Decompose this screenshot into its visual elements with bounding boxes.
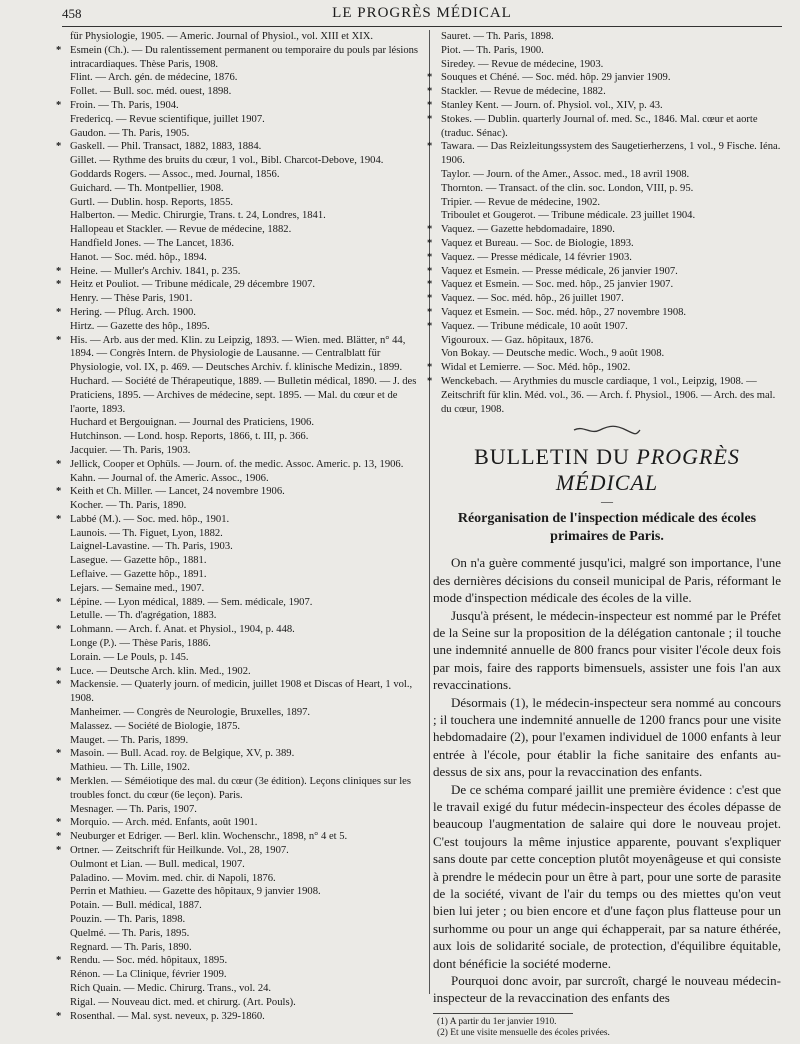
reference-text: Vaquez et Bureau. — Soc. de Biologie, 1893.: [441, 237, 634, 249]
reference-entry: [62, 472, 419, 486]
reference-entry: [427, 237, 781, 251]
reference-text: Jacquier. — Th. Paris, 1903.: [70, 444, 191, 456]
reference-text: Widal et Lemierre. — Soc. Méd. hôp., 1902.: [441, 362, 631, 374]
footnote-rule: [433, 1013, 573, 1014]
reference-entry: [56, 99, 419, 113]
reference-entry: [62, 803, 419, 817]
reference-entry: [62, 761, 419, 775]
reference-entry: [62, 968, 419, 982]
reference-entry: [62, 237, 419, 251]
reference-text: Esmein (Ch.). — Du ralentissement permanent ou temporaire du pouls par lésions intracardiaques. Thèse Paris, 1908.: [70, 44, 419, 70]
asterisk-marker: *: [56, 679, 62, 691]
reference-text: Vaquez et Esmein. — Presse médicale, 26 janvier 1907.: [441, 265, 678, 277]
reference-text: Siredey. — Revue de médecine, 1903.: [441, 58, 604, 70]
reference-entry: [433, 196, 781, 210]
reference-text: Longe (P.). — Thèse Paris, 1886.: [70, 638, 211, 650]
reference-entry: [56, 747, 419, 761]
reference-text: Malassez. — Société de Biologie, 1875.: [70, 720, 241, 732]
asterisk-marker: *: [56, 665, 62, 677]
reference-entry: [433, 334, 781, 348]
reference-text: Fredericq. — Revue scientifique, juillet 1907.: [70, 113, 265, 125]
reference-entry: [62, 71, 419, 85]
reference-text: Huchard. — Société de Thérapeutique, 1889. — Bulletin médical, 1890. — J. des Praticiens, 1895. — Archives de médecine, sept. 1895. — Mal. du cœur et de l'aorte, 1893.: [70, 375, 417, 415]
asterisk-marker: *: [56, 458, 62, 470]
asterisk-marker: *: [56, 624, 62, 636]
reference-entry: [56, 830, 419, 844]
reference-entry: [56, 844, 419, 858]
reference-text: Rigal. — Nouveau dict. med. et chirurg. (Art. Pouls).: [70, 996, 296, 1008]
reference-text: Stokes. — Dublin. quarterly Journal of. med. Sc., 1846. Mal. cœur et aorte (traduc. Sénac).: [441, 113, 758, 139]
reference-entry: [56, 623, 419, 637]
reference-text: Perrin et Mathieu. — Gazette des hôpitaux, 9 janvier 1908.: [70, 886, 321, 898]
reference-entry: [62, 720, 419, 734]
reference-text: Piot. — Th. Paris, 1900.: [441, 44, 544, 56]
reference-entry: [62, 927, 419, 941]
reference-text: Merklen. — Séméiotique des mal. du cœur (3e édition). Leçons cliniques sur les troubles fonct. du cœur (6e leçon). Paris.: [70, 776, 411, 801]
reference-entry: [62, 127, 419, 141]
asterisk-marker: *: [427, 265, 433, 277]
reference-entry: [427, 251, 781, 265]
reference-text: Labbé (M.). — Soc. med. hôp., 1901.: [70, 513, 230, 525]
reference-text: Luce. — Deutsche Arch. klin. Med., 1902.: [70, 665, 251, 677]
reference-text: Gaskell. — Phil. Transact, 1882, 1883, 1884.: [70, 141, 262, 153]
reference-text: Wenckebach. — Arythmies du muscle cardiaque, 1 vol., Leipzig, 1908. — Zeitschrift für klin. Méd. vol., 36. — Arch. f. Physiol., 1906. — Arch. des mal. du cœur, 1908.: [441, 375, 776, 415]
reference-text: Pouzin. — Th. Paris, 1898.: [70, 914, 186, 925]
reference-entry: [62, 182, 419, 196]
right-column: [427, 30, 781, 1039]
reference-text: Mathieu. — Th. Lille, 1902.: [70, 762, 190, 774]
reference-text: Mackensie. — Quaterly journ. of medicin, juillet 1908 et Discas of Heart, 1 vol., 1908.: [70, 679, 413, 705]
reference-entry: [62, 527, 419, 541]
reference-entry: [56, 678, 419, 706]
reference-entry: [62, 444, 419, 458]
reference-text: Vaquez. — Tribune médicale, 10 août 1907.: [441, 320, 628, 332]
reference-text: Vaquez et Esmein. — Soc. med. hôp., 25 janvier 1907.: [441, 279, 674, 291]
reference-text: Froin. — Th. Paris, 1904.: [70, 99, 179, 111]
reference-entry: [62, 209, 419, 223]
reference-entry: [433, 44, 781, 58]
asterisk-marker: *: [56, 776, 62, 788]
reference-entry: [56, 596, 419, 610]
reference-entry: [62, 554, 419, 568]
reference-entry: [427, 140, 781, 168]
reference-text: Quelmé. — Th. Paris, 1895.: [70, 927, 190, 939]
ornamental-divider: [433, 422, 781, 440]
reference-entry: [433, 30, 781, 44]
reference-text: Rich Quain. — Medic. Chirurg. Trans., vol. 24.: [70, 982, 272, 994]
reference-text: Goddards Rogers. — Assoc., med. Journal, 1856.: [70, 168, 280, 180]
reference-text: Manheimer. — Congrès de Neurologie, Bruxelles, 1897.: [70, 707, 311, 719]
reference-text: Lépine. — Lyon médical, 1889. — Sem. médicale, 1907.: [70, 596, 313, 608]
reference-entry: [433, 347, 781, 361]
reference-entry: [62, 913, 419, 927]
reference-entry: [62, 872, 419, 886]
reference-entry: [62, 651, 419, 665]
reference-entry: [433, 182, 781, 196]
article-body: [433, 554, 781, 1007]
reference-entry: [56, 278, 419, 292]
reference-entry: [56, 44, 419, 72]
reference-text: Lasegue. — Gazette hôp., 1881.: [70, 555, 207, 567]
title-dash: —: [601, 494, 613, 509]
reference-text: Potain. — Bull. médical, 1887.: [70, 900, 202, 912]
reference-entry: [62, 540, 419, 554]
reference-entry: [62, 941, 419, 955]
asterisk-marker: *: [427, 293, 433, 305]
reference-text: Huchard et Bergouignan. — Journal des Praticiens, 1906.: [70, 417, 314, 429]
reference-entry: [62, 251, 419, 265]
reference-entry: [62, 30, 419, 44]
asterisk-marker: *: [56, 141, 62, 153]
reference-text: Hutchinson. — Lond. hosp. Reports, 1866, t. III, p. 366.: [70, 431, 309, 443]
reference-text: Vaquez et Esmein. — Soc. méd. hôp., 27 novembre 1908.: [441, 306, 687, 318]
asterisk-marker: *: [427, 375, 433, 387]
reference-text: Hirtz. — Gazette des hôp., 1895.: [70, 320, 210, 332]
article-paragraph: Pourquoi donc avoir, par surcroît, chargé le nouveau médecin-inspecteur de la revaccination des enfants des: [433, 973, 781, 1006]
reference-text: Masoin. — Bull. Acad. roy. de Belgique, XV, p. 389.: [70, 748, 295, 760]
reference-entry: [427, 320, 781, 334]
reference-entry: [427, 306, 781, 320]
reference-text: Follet. — Bull. soc. méd. ouest, 1898.: [70, 86, 232, 98]
reference-text: Guichard. — Th. Montpellier, 1908.: [70, 182, 224, 194]
reference-text: Mesnager. — Th. Paris, 1907.: [70, 803, 197, 815]
reference-text: Oulmont et Lian. — Bull. medical, 1907.: [70, 858, 245, 870]
reference-entry: [62, 734, 419, 748]
reference-entry: [62, 223, 419, 237]
asterisk-marker: *: [427, 72, 433, 84]
reference-text: Gillet. — Rythme des bruits du cœur, 1 vol., Bibl. Charcot-Debove, 1904.: [70, 155, 384, 167]
reference-text: His. — Arb. aus der med. Klin. zu Leipzig, 1893. — Wien. med. Blätter, n° 44, 1894. — Congrès Intern. de Physiologie de Lausanne. — Centralblatt für Physiologie, vol. IX, p. 469. — Deutsches Archiv. f. klinische Medizin., 1899.: [70, 334, 406, 374]
reference-text: Tripier. — Revue de médecine, 1902.: [441, 196, 601, 208]
reference-entry: [62, 982, 419, 996]
asterisk-marker: *: [56, 955, 62, 967]
reference-entry: [62, 196, 419, 210]
reference-entry: [56, 458, 419, 472]
reference-text: Launois. — Th. Figuet, Lyon, 1882.: [70, 527, 223, 539]
asterisk-marker: *: [56, 513, 62, 525]
left-column-references: [56, 30, 419, 1023]
reference-text: Hallopeau et Stackler. — Revue de médecine, 1882.: [70, 224, 292, 236]
reference-entry: [427, 99, 781, 113]
reference-entry: [62, 637, 419, 651]
flourish-ornament: [572, 425, 642, 435]
asterisk-marker: *: [56, 99, 62, 111]
reference-text: Flint. — Arch. gén. de médecine, 1876.: [70, 72, 238, 84]
reference-entry: [427, 85, 781, 99]
article-paragraph: De ce schéma comparé jaillit une première évidence : c'est que le travail exigé du futur médecin-inspecteur des écoles dépasse de beaucoup l'augmentation de salaire qui dore le nouveau projet. C'est toujours la même injustice apparente, pouvant s'expliquer sans doute par cette conception plutôt moyenâgeuse et qui consiste à prendre le médecin pour un être à part, pour une sorte de parasite de la société, vivant de l'air du temps ou des miettes qu'on veut bien lui jeter ; ou bien encore et d'une façon plus flatteuse pour un surhomme ou pour un ange qui échapperait, par sa nature éthérée, aux lois de solidarité sociale, de protection, d'équilibre équitable, dont bénéficie la société moderne.: [433, 781, 781, 971]
asterisk-marker: *: [56, 596, 62, 608]
asterisk-marker: *: [56, 306, 62, 318]
reference-text: Halberton. — Medic. Chirurgie, Trans. t. 24, Londres, 1841.: [70, 210, 326, 222]
asterisk-marker: *: [427, 237, 433, 249]
asterisk-marker: *: [56, 265, 62, 277]
reference-text: Regnard. — Th. Paris, 1890.: [70, 941, 192, 953]
reference-entry: [62, 996, 419, 1010]
reference-text: Kocher. — Th. Paris, 1890.: [70, 500, 187, 512]
reference-text: Mauget. — Th. Paris, 1899.: [70, 734, 189, 746]
reference-text: Laignel-Lavastine. — Th. Paris, 1903.: [70, 541, 233, 553]
footnote: (2) Et une visite mensuelle des écoles privées.: [437, 1027, 610, 1038]
reference-text: Vaquez. — Presse médicale, 14 février 1903.: [441, 251, 632, 263]
reference-entry: [433, 209, 781, 223]
reference-entry: [56, 306, 419, 320]
bulletin-section-title: [433, 444, 781, 496]
asterisk-marker: *: [56, 831, 62, 843]
reference-text: Kahn. — Journal of. the Americ. Assoc., 1906.: [70, 472, 269, 484]
article-paragraph: On n'a guère commenté jusqu'ici, malgré son importance, l'une des dernières décisions du conseil municipal de Paris, réformant le mode d'inspection médicale des écoles de la ville.: [433, 555, 781, 606]
reference-text: Sauret. — Th. Paris, 1898.: [441, 31, 554, 42]
reference-text: Hering. — Pflug. Arch. 1900.: [70, 306, 196, 318]
reference-text: Rendu. — Soc. méd. hôpitaux, 1895.: [70, 955, 228, 967]
reference-text: Heitz et Pouliot. — Tribune médicale, 29 décembre 1907.: [70, 279, 316, 291]
reference-text: Neuburger et Edriger. — Berl. klin. Wochenschr., 1898, n° 4 et 5.: [70, 831, 348, 843]
reference-entry: [62, 858, 419, 872]
reference-text: Lohmann. — Arch. f. Anat. et Physiol., 1904, p. 448.: [70, 624, 295, 636]
asterisk-marker: *: [427, 224, 433, 236]
reference-entry: [62, 430, 419, 444]
journal-title: LE PROGRÈS MÉDICAL: [332, 5, 512, 21]
reference-entry: [56, 265, 419, 279]
reference-text: Thornton. — Transact. of the clin. soc. London, VIII, p. 95.: [441, 182, 694, 194]
reference-text: Rénon. — La Clinique, février 1909.: [70, 969, 227, 981]
reference-text: Taylor. — Journ. of the Amer., Assoc. med., 18 avril 1908.: [441, 168, 690, 180]
right-column-references: [427, 30, 781, 416]
reference-entry: [56, 140, 419, 154]
page-number: 458: [62, 6, 82, 21]
reference-entry: [62, 113, 419, 127]
asterisk-marker: *: [427, 306, 433, 318]
reference-entry: [62, 320, 419, 334]
reference-entry: [62, 375, 419, 416]
reference-text: Gaudon. — Th. Paris, 1905.: [70, 127, 190, 139]
reference-text: Morquio. — Arch. méd. Enfants, août 1901.: [70, 817, 258, 829]
page-header: [62, 4, 782, 26]
reference-entry: [56, 1010, 419, 1024]
bulletin-title-part1: BULLETIN DU: [474, 444, 637, 470]
reference-entry: [56, 954, 419, 968]
asterisk-marker: *: [56, 1010, 62, 1022]
article-paragraph: Désormais (1), le médecin-inspecteur sera nommé au concours ; il touchera une indemnité annuelle de 1200 francs pour une visite hebdomadaire (2), pour l'examen individuel de 1000 enfants à leur entrée à l'école, pour établir la fiche sanitaire des enfants au-dessus de six ans, pour la revaccination des enfants.: [433, 694, 781, 780]
reference-entry: [62, 85, 419, 99]
asterisk-marker: *: [427, 251, 433, 263]
asterisk-marker: *: [56, 486, 62, 498]
header-rule: [62, 26, 782, 27]
reference-text: Vaquez. — Gazette hebdomadaire, 1890.: [441, 224, 615, 236]
reference-entry: [62, 416, 419, 430]
reference-entry: [56, 485, 419, 499]
reference-text: Handfield Jones. — The Lancet, 1836.: [70, 237, 234, 249]
reference-entry: [62, 292, 419, 306]
asterisk-marker: *: [427, 362, 433, 374]
reference-entry: [62, 885, 419, 899]
reference-text: Souques et Chéné. — Soc. méd. hôp. 29 janvier 1909.: [441, 72, 671, 84]
reference-entry: [62, 899, 419, 913]
reference-text: für Physiologie, 1905. — Americ. Journal of Physiol., vol. XIII et XIX.: [70, 31, 374, 42]
asterisk-marker: *: [56, 44, 62, 56]
reference-entry: [427, 265, 781, 279]
reference-text: Heine. — Muller's Archiv. 1841, p. 235.: [70, 265, 241, 277]
reference-text: Von Bokay. — Deutsche medic. Woch., 9 août 1908.: [441, 348, 665, 360]
asterisk-marker: *: [427, 86, 433, 98]
footnote: (1) A partir du 1er janvier 1910.: [437, 1016, 557, 1027]
reference-entry: [56, 775, 419, 803]
reference-entry: [62, 568, 419, 582]
asterisk-marker: *: [56, 279, 62, 291]
reference-text: Henry. — Thèse Paris, 1901.: [70, 293, 193, 305]
asterisk-marker: *: [427, 99, 433, 111]
reference-entry: [62, 609, 419, 623]
reference-text: Rosenthal. — Mal. syst. neveux, p. 329-1860.: [70, 1010, 265, 1022]
reference-text: Gurtl. — Dublin. hosp. Reports, 1855.: [70, 196, 234, 208]
reference-text: Triboulet et Gougerot. — Tribune médicale. 23 juillet 1904.: [441, 210, 696, 222]
reference-entry: [433, 58, 781, 72]
reference-entry: [62, 706, 419, 720]
article-paragraph: Jusqu'à présent, le médecin-inspecteur est nommé par le Préfet de la Seine sur la proposition de la délégation cantonale ; il touche une indemnité annuelle de 800 francs pour visiter l'école deux fois par mois, faire des rapports bimensuels, assister une fois l'an aux revaccinations.: [433, 607, 781, 693]
reference-entry: [56, 665, 419, 679]
reference-entry: [427, 278, 781, 292]
reference-text: Lejars. — Semaine med., 1907.: [70, 582, 205, 594]
asterisk-marker: *: [56, 334, 62, 346]
reference-text: Jellick, Cooper et Ophüls. — Journ. of. the medic. Assoc. Americ. p. 13, 1906.: [70, 458, 404, 470]
reference-entry: [427, 113, 781, 141]
reference-entry: [62, 168, 419, 182]
reference-entry: [56, 816, 419, 830]
reference-entry: [62, 582, 419, 596]
reference-text: Paladino. — Movim. med. chir. di Napoli, 1876.: [70, 872, 276, 884]
reference-text: Stackler. — Revue de médecine, 1882.: [441, 86, 606, 98]
reference-text: Hanot. — Soc. méd. hôp., 1894.: [70, 251, 207, 263]
column-divider: [427, 30, 433, 994]
asterisk-marker: *: [56, 845, 62, 857]
reference-entry: [56, 334, 419, 375]
reference-text: Leflaive. — Gazette hôp., 1891.: [70, 569, 207, 581]
article-title: Réorganisation de l'inspection médicale des écoles primaires de Paris.: [457, 511, 757, 545]
asterisk-marker: *: [427, 141, 433, 153]
asterisk-marker: *: [427, 320, 433, 332]
reference-text: Keith et Ch. Miller. — Lancet, 24 novembre 1906.: [70, 486, 285, 498]
reference-text: Ortner. — Zeitschrift für Heilkunde. Vol., 28, 1907.: [70, 845, 289, 857]
reference-entry: [62, 499, 419, 513]
asterisk-marker: *: [427, 279, 433, 291]
asterisk-marker: *: [56, 817, 62, 829]
reference-entry: [427, 223, 781, 237]
footnotes: [433, 1017, 781, 1039]
reference-text: Lorain. — Le Pouls, p. 145.: [70, 651, 189, 663]
reference-entry: [427, 361, 781, 375]
reference-entry: [427, 71, 781, 85]
asterisk-marker: *: [427, 113, 433, 125]
reference-entry: [62, 154, 419, 168]
reference-text: Stanley Kent. — Journ. of. Physiol. vol., XIV, p. 43.: [441, 99, 663, 111]
asterisk-marker: *: [56, 748, 62, 760]
reference-text: Tawara. — Das Reizleitungssystem des Saugetierherzens, 1 vol., 9 Fische. Iéna. 1906.: [441, 141, 781, 167]
reference-text: Letulle. — Th. d'agrégation, 1883.: [70, 610, 217, 622]
bulletin-title-part2: PROGRÈS MÉDICAL: [555, 444, 740, 496]
reference-entry: [433, 168, 781, 182]
reference-entry: [56, 513, 419, 527]
reference-text: Vaquez. — Soc. méd. hôp., 26 juillet 1907.: [441, 293, 624, 305]
reference-entry: [427, 292, 781, 306]
reference-text: Vigouroux. — Gaz. hôpitaux, 1876.: [441, 334, 594, 346]
reference-entry: [427, 375, 781, 416]
